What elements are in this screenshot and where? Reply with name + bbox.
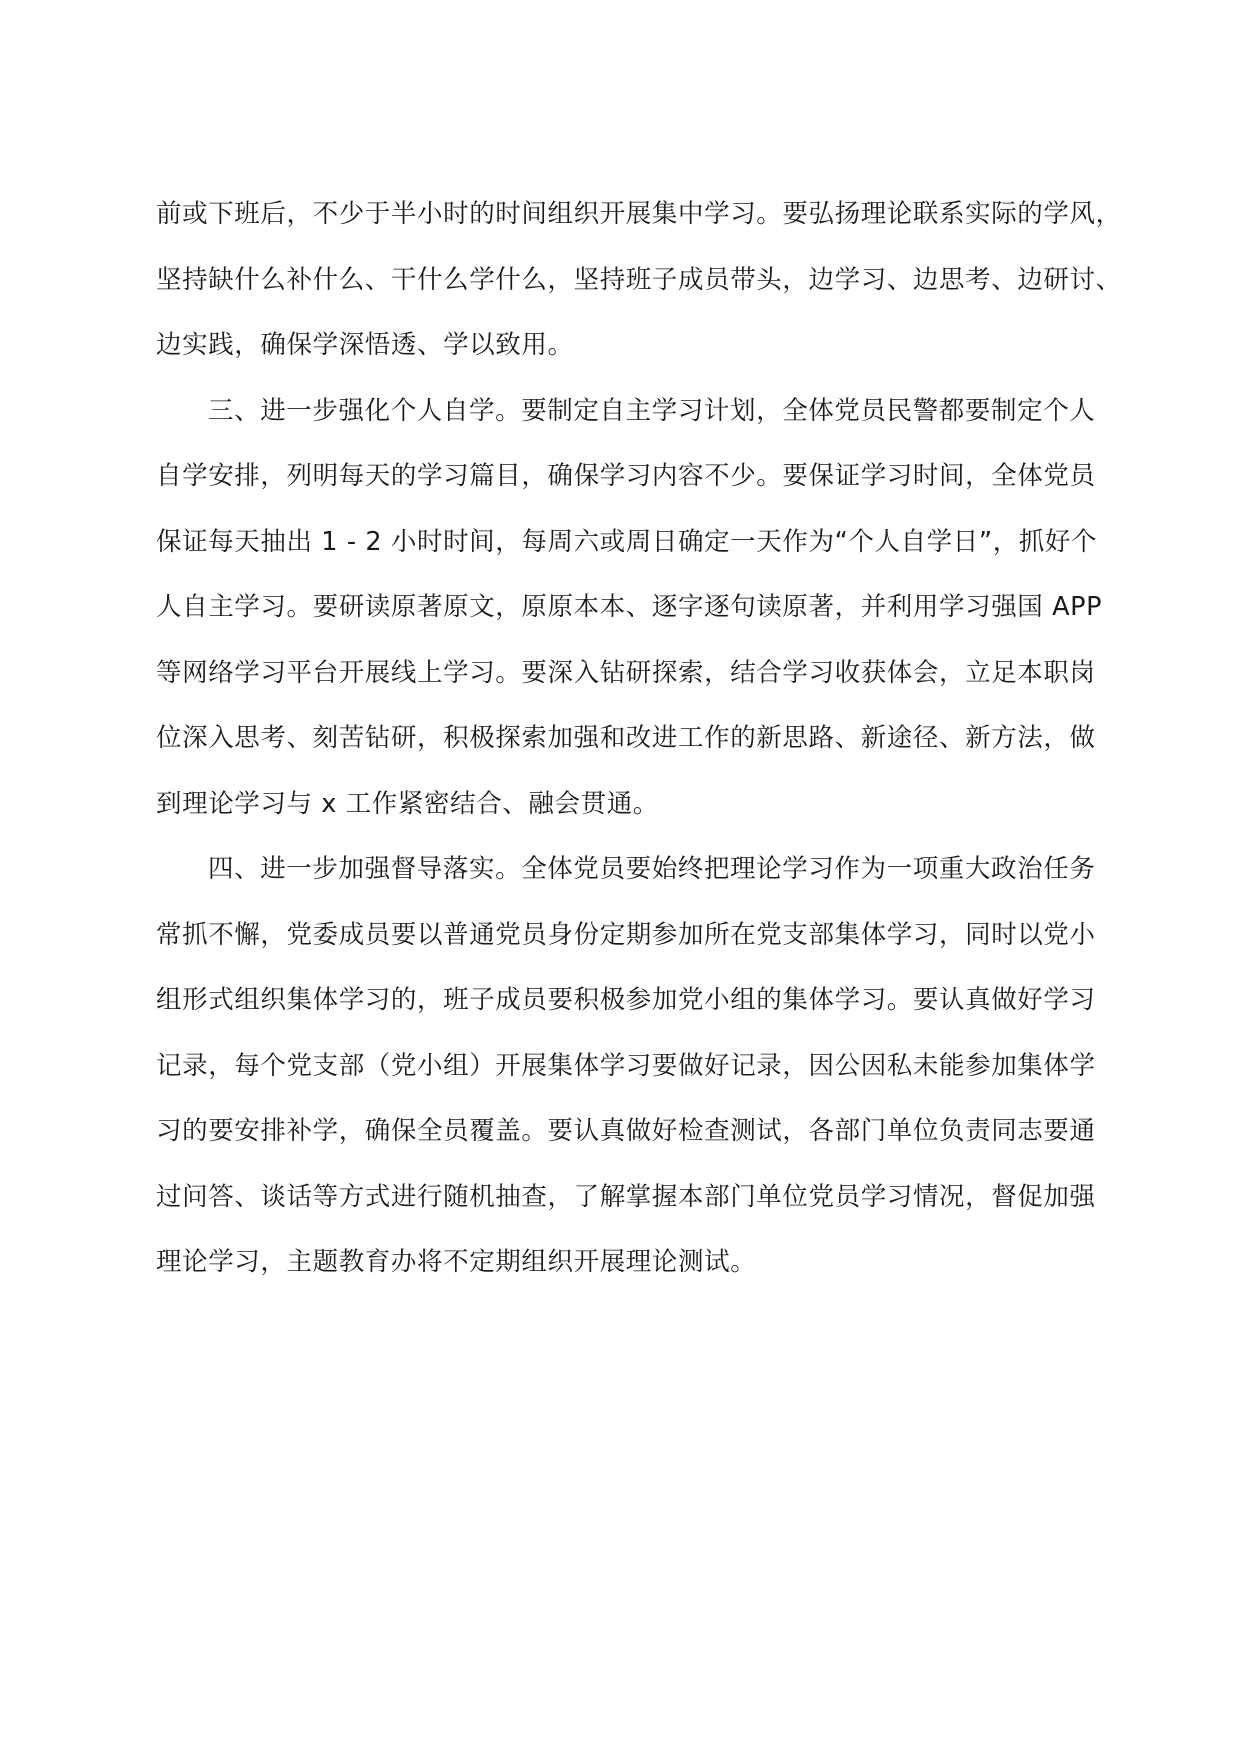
text-line: 习的要安排补学，确保全员覆盖。要认真做好检查测试，各部门单位负责同志要通	[156, 1116, 1096, 1146]
text-line: 记录，每个党支部（党小组）开展集体学习要做好记录，因公因私未能参加集体学	[156, 1050, 1096, 1081]
text-line: 人自主学习。要研读原著原文，原原本本、逐字逐句读原著，并利用学习强国 APP	[156, 592, 1103, 622]
text-line-first: 三、进一步强化个人自学。要制定自主学习计划，全体党员民警都要制定个人	[208, 395, 1096, 426]
text-line: 坚持缺什么补什么、干什么学什么，坚持班子成员带头，边学习、边思考、边研讨、	[156, 264, 1122, 295]
paragraph-section-three	[156, 379, 1103, 838]
text-line: 组形式组织集体学习的，班子成员要积极参加党小组的集体学习。要认真做好学习	[156, 985, 1096, 1015]
text-line: 到理论学习与 x 工作紧密结合、融会贯通。	[156, 788, 659, 819]
text-line: 常抓不懈，党委成员要以普通党员身份定期参加所在党支部集体学习，同时以党小	[156, 919, 1096, 950]
text-line: 自学安排，列明每天的学习篇目，确保学习内容不少。要保证学习时间，全体党员	[156, 461, 1096, 491]
text-line: 前或下班后，不少于半小时的时间组织开展集中学习。要弘扬理论联系实际的学风，	[156, 199, 1122, 229]
text-line: 理论学习，主题教育办将不定期组织开展理论测试。	[156, 1247, 757, 1277]
text-line-first: 四、进一步加强督导落实。全体党员要始终把理论学习作为一项重大政治任务	[208, 854, 1096, 884]
text-line: 位深入思考、刻苦钻研，积极探索加强和改进工作的新思路、新途径、新方法，做	[156, 723, 1096, 753]
paragraph-section-four	[156, 837, 1096, 1296]
text-line: 等网络学习平台开展线上学习。要深入钻研探索，结合学习收获体会，立足本职岗	[156, 657, 1096, 688]
text-line: 过问答、谈话等方式进行随机抽查，了解掌握本部门单位党员学习情况，督促加强	[156, 1181, 1096, 1212]
paragraph-continuation	[156, 182, 1122, 379]
text-line: 边实践，确保学深悟透、学以致用。	[156, 330, 574, 360]
document-body	[156, 182, 1122, 1296]
text-line: 保证每天抽出 1 - 2 小时时间，每周六或周日确定一天作为“个人自学日”，抓好个	[156, 526, 1098, 557]
